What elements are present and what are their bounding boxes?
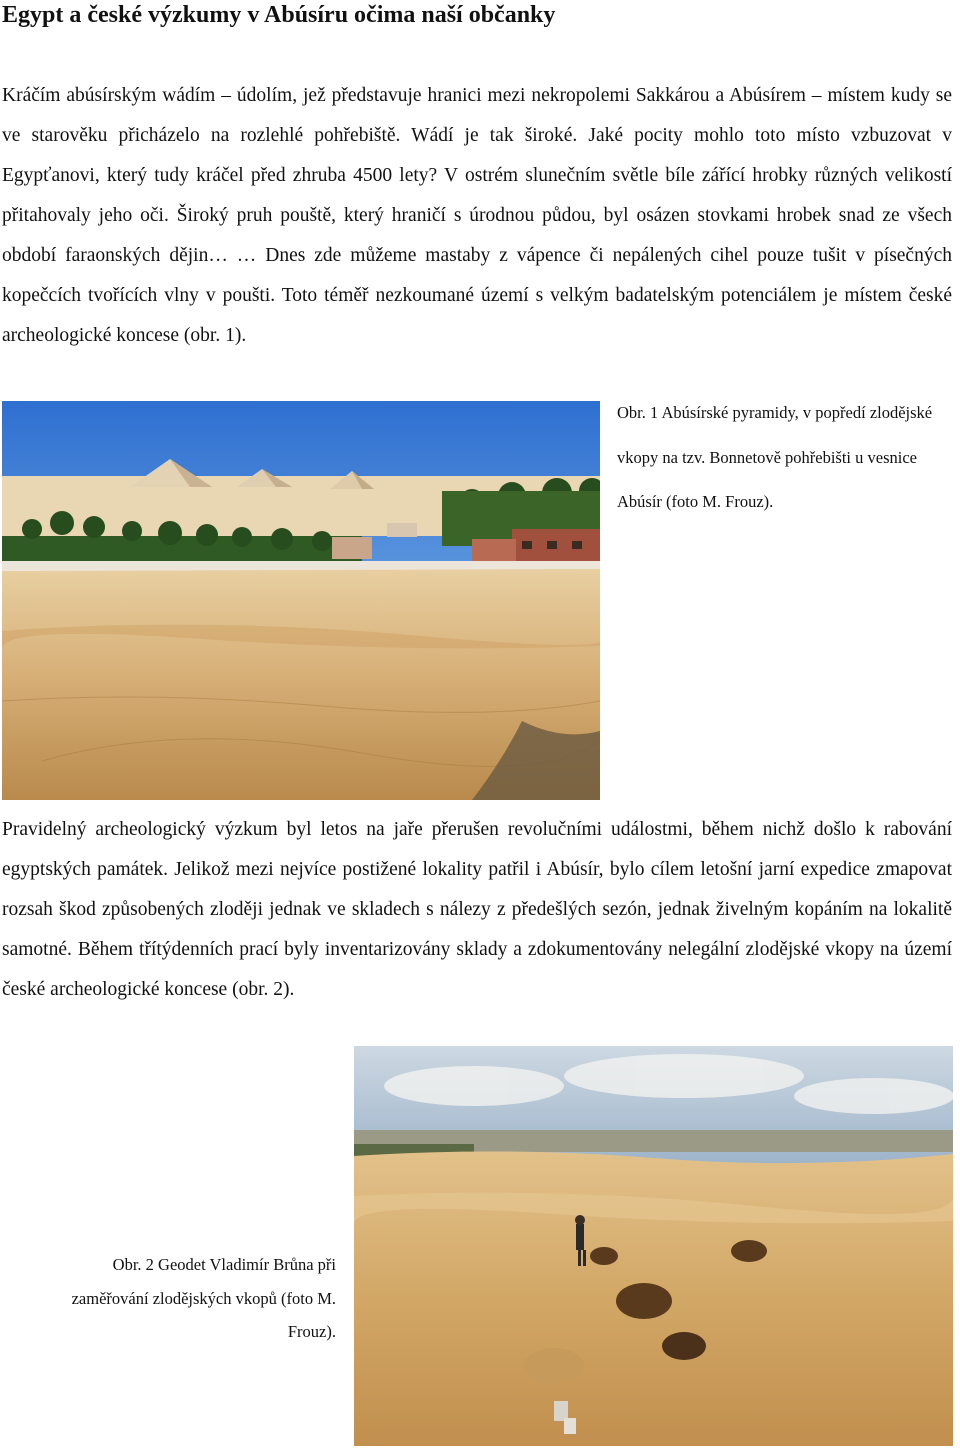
document-title: Egypt a české výzkumy v Abúsíru očima naší občanky: [2, 2, 556, 28]
figure-2-caption: Obr. 2 Geodet Vladimír Brůna při zaměřování zlodějských vkopů (foto M. Frouz).: [71, 1255, 336, 1341]
paragraph-research: Pravidelný archeologický výzkum byl letos na jaře přerušen revolučními událostmi, během nichž došlo k rabování egyptských památek. Jelikož mezi nejvíce postižené lokality patřil i Abúsír, bylo cílem letošní jarní expedice zmapovat rozsah škod způsobených zloději jednak ve skladech s nálezy z předešlých sezón, jednak živelným kopáním na lokalitě samotné. Během třítýdenních prací byly inventarizovány sklady a zdokumentovány nelegální zlodějské vkopy na území české archeologické koncese (obr. 2).: [2, 819, 952, 1000]
figure-1-photo: [2, 401, 600, 800]
figure-1-caption: Obr. 1 Abúsírské pyramidy, v popředí zlodějské vkopy na tzv. Bonnetově pohřebišti u vesnice Abúsír (foto M. Frouz).: [617, 403, 933, 511]
figure-2-photo: [354, 1046, 953, 1446]
paragraph-intro: Kráčím abúsírským wádím – údolím, jež představuje hranici mezi nekropolemi Sakkárou a Abúsírem – místem kudy se ve starověku přicházelo na rozlehlé pohřebiště. Wádí je tak široké. Jaké pocity mohlo toto místo vzbuzovat v Egypťanovi, který tudy kráčel před zhruba 4500 lety? V ostrém slunečním světle bíle zářící hrobky různých velikostí přitahovaly jeho oči. Široký pruh pouště, který hraničí s úrodnou půdou, byl osázen stovkami hrobek snad ze všech období faraonských dějin… … Dnes zde můžeme mastaby z vápence či nepálených cihel pouze tušit v písečných kopečcích tvořících vlny v poušti. Toto téměř nezkoumané území s velkým badatelským potenciálem je místem české archeologické koncese (obr. 1).: [2, 85, 952, 346]
